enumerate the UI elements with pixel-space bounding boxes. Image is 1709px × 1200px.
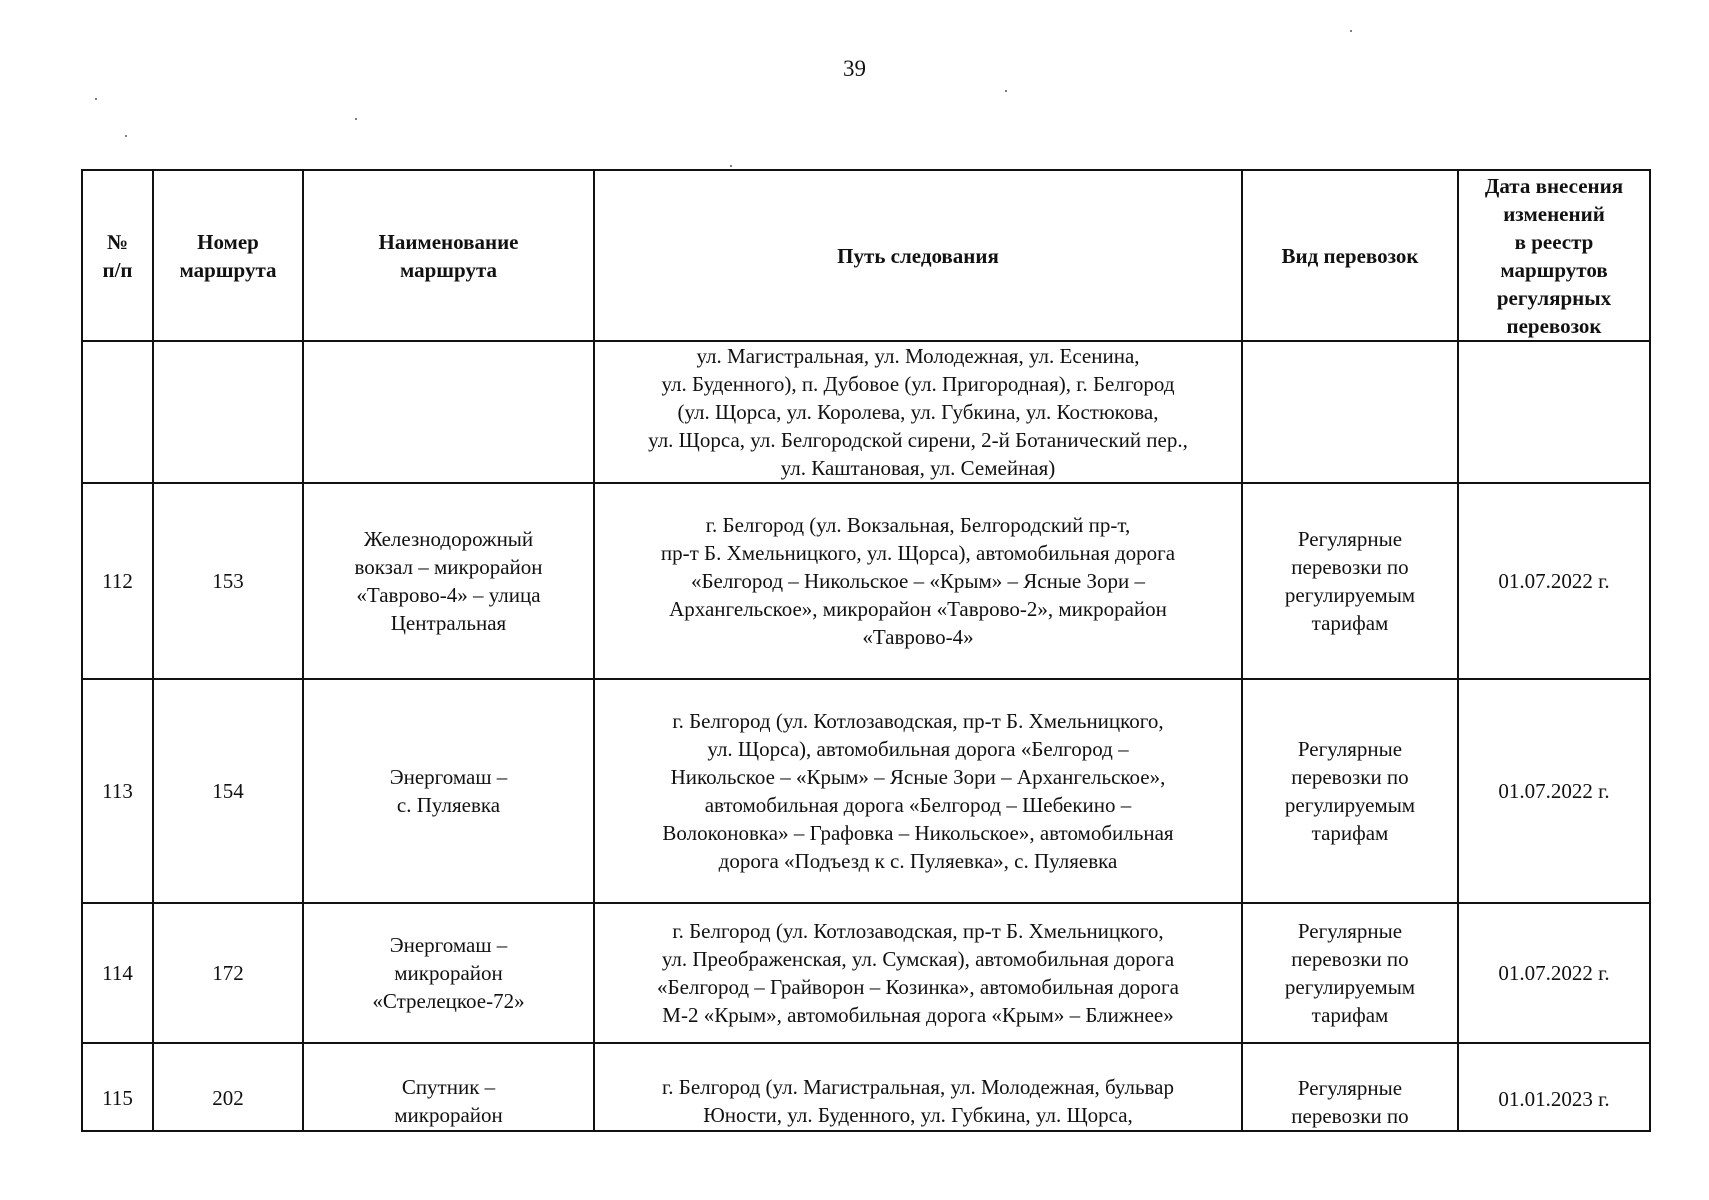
table-row	[82, 341, 1650, 483]
cell-route-number: 202	[153, 1043, 303, 1131]
scan-speck	[95, 98, 97, 100]
table-row	[82, 1043, 1650, 1131]
scan-speck	[730, 165, 732, 167]
table-row	[82, 903, 1650, 1043]
header-route-number: Номер маршрута	[153, 170, 303, 341]
cell-no: 113	[82, 679, 153, 903]
scan-speck	[1350, 30, 1352, 32]
scan-speck	[355, 118, 357, 120]
cell-no: 115	[82, 1043, 153, 1131]
cell-route-number	[153, 341, 303, 483]
cell-transport-type: Регулярные перевозки по	[1242, 1043, 1458, 1131]
cell-route-name: Энергомаш – с. Пуляевка	[303, 679, 594, 903]
cell-date: 01.01.2023 г.	[1458, 1043, 1650, 1131]
cell-route-number: 153	[153, 483, 303, 679]
header-row	[82, 170, 1650, 341]
cell-date: 01.07.2022 г.	[1458, 483, 1650, 679]
cell-path: ул. Магистральная, ул. Молодежная, ул. Есенина, ул. Буденного), п. Дубовое (ул. Пригородная), г. Белгород (ул. Щорса, ул. Королева, ул. Губкина, ул. Костюкова, ул. Щорса, ул. Белгородской сирени, 2-й Ботанический пер., ул. Каштановая, ул. Семейная)	[594, 341, 1242, 483]
scan-speck	[1005, 90, 1007, 92]
cell-path: г. Белгород (ул. Вокзальная, Белгородский пр-т, пр-т Б. Хмельницкого, ул. Щорса), автомобильная дорога «Белгород – Никольское – «Крым» – Ясные Зори – Архангельское», микрорайон «Таврово-2», микрорайон «Таврово-4»	[594, 483, 1242, 679]
cell-route-number: 172	[153, 903, 303, 1043]
cell-date	[1458, 341, 1650, 483]
header-date: Дата внесения изменений в реестр маршрутов регулярных перевозок	[1458, 170, 1650, 341]
cell-date: 01.07.2022 г.	[1458, 903, 1650, 1043]
cell-path: г. Белгород (ул. Котлозаводская, пр-т Б. Хмельницкого, ул. Щорса), автомобильная дорога «Белгород – Никольское – «Крым» – Ясные Зори – Архангельское», автомобильная дорога «Белгород – Шебекино – Волоконовка» – Графовка – Никольское», автомобильная дорога «Подъезд к с. Пуляевка», с. Пуляевка	[594, 679, 1242, 903]
cell-path: г. Белгород (ул. Котлозаводская, пр-т Б. Хмельницкого, ул. Преображенская, ул. Сумская), автомобильная дорога «Белгород – Грайворон – Козинка», автомобильная дорога М-2 «Крым», автомобильная дорога «Крым» – Ближнее»	[594, 903, 1242, 1043]
cell-transport-type: Регулярные перевозки по регулируемым тарифам	[1242, 483, 1458, 679]
cell-no	[82, 341, 153, 483]
cell-route-number: 154	[153, 679, 303, 903]
cell-path: г. Белгород (ул. Магистральная, ул. Молодежная, бульвар Юности, ул. Буденного, ул. Губкина, ул. Щорса,	[594, 1043, 1242, 1131]
page-number: 39	[843, 56, 866, 81]
table-row	[82, 483, 1650, 679]
table-header	[82, 170, 1650, 341]
cell-route-name	[303, 341, 594, 483]
route-registry-table	[81, 169, 1651, 1132]
header-path: Путь следования	[594, 170, 1242, 341]
cell-route-name: Энергомаш – микрорайон «Стрелецкое-72»	[303, 903, 594, 1043]
table-row	[82, 679, 1650, 903]
header-transport-type: Вид перевозок	[1242, 170, 1458, 341]
cell-transport-type: Регулярные перевозки по регулируемым тарифам	[1242, 903, 1458, 1043]
cell-route-name: Спутник – микрорайон	[303, 1043, 594, 1131]
scan-speck	[125, 135, 127, 137]
cell-transport-type	[1242, 341, 1458, 483]
cell-no: 112	[82, 483, 153, 679]
header-no: № п/п	[82, 170, 153, 341]
cell-transport-type: Регулярные перевозки по регулируемым тарифам	[1242, 679, 1458, 903]
cell-route-name: Железнодорожный вокзал – микрорайон «Таврово-4» – улица Центральная	[303, 483, 594, 679]
table-body	[82, 341, 1650, 1131]
header-route-name: Наименование маршрута	[303, 170, 594, 341]
cell-no: 114	[82, 903, 153, 1043]
cell-date: 01.07.2022 г.	[1458, 679, 1650, 903]
